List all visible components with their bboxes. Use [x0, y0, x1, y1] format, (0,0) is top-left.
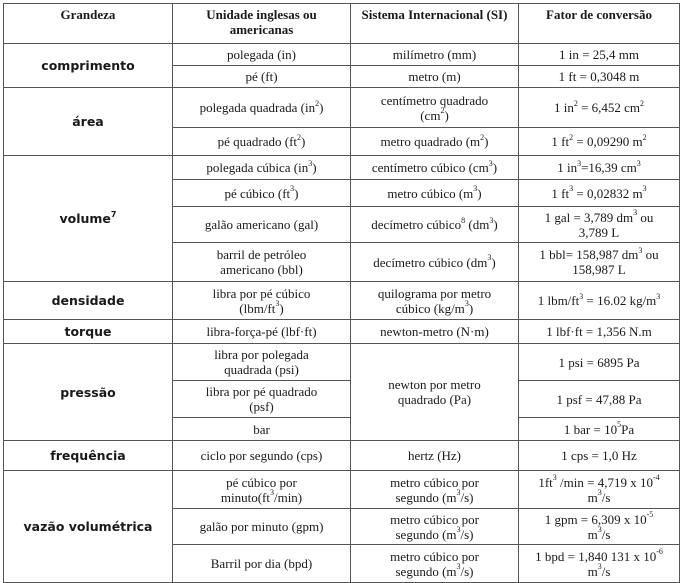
conversion-table	[3, 3, 680, 583]
quantity-pressao: pressão	[4, 344, 173, 441]
si-unit: quilograma por metro cúbico $(kg/m^3)$	[351, 282, 519, 320]
conversion-factor: 1 in = 25,4 mm	[519, 44, 680, 66]
si-unit: decímetro cúbico $(dm^3)$	[351, 243, 519, 282]
quantity-vazao: vazão volumétrica	[4, 471, 173, 583]
us-unit: galão americano (gal)	[173, 207, 351, 243]
si-unit: metro cúbico por segundo $(m^3/s)$	[351, 545, 519, 583]
si-unit: metro cúbico por segundo $(m^3/s)$	[351, 509, 519, 545]
us-unit: polegada cúbica $(in^3)$	[173, 156, 351, 180]
us-unit: libra por pé quadrado (psf)	[173, 381, 351, 418]
si-unit: hertz (Hz)	[351, 441, 519, 471]
table-row	[4, 88, 680, 128]
table-row	[4, 282, 680, 320]
table-row	[4, 471, 680, 509]
si-unit: metro (m)	[351, 66, 519, 88]
conversion-factor: 1 lbf·ft = 1,356 N.m	[519, 320, 680, 344]
header-grandeza: Grandeza	[4, 4, 173, 44]
si-unit: metro cúbico por segundo $(m^3/s)$	[351, 471, 519, 509]
table-row	[4, 344, 680, 381]
conversion-factor: 1 $ft^2 = 0,09290$ $m^2$	[519, 128, 680, 156]
table-row	[4, 320, 680, 344]
us-unit: bar	[173, 418, 351, 441]
si-unit: centímetro quadrado $(cm^2)$	[351, 88, 519, 128]
us-unit: pé (ft)	[173, 66, 351, 88]
conversion-factor: 1 bpd = 1,840 131 x $10^{-6}$ $m^3/s$	[519, 545, 680, 583]
conversion-factor: 1 $in^2 = 6,452$ $cm^2$	[519, 88, 680, 128]
us-unit: ciclo por segundo (cps)	[173, 441, 351, 471]
us-unit: galão por minuto (gpm)	[173, 509, 351, 545]
conversion-factor: 1 psi = 6895 Pa	[519, 344, 680, 381]
table-row	[4, 441, 680, 471]
us-unit: pé cúbico por $minuto(ft^3/\min)$	[173, 471, 351, 509]
conversion-factor: 1 gal = 3,789 $dm^3$ ou 3,789 L	[519, 207, 680, 243]
si-unit: newton por metro quadrado (Pa)	[351, 344, 519, 441]
us-unit: libra por polegada quadrada (psi)	[173, 344, 351, 381]
si-unit: centímetro cúbico $(cm^3)$	[351, 156, 519, 180]
conversion-factor: 1 cps = 1,0 Hz	[519, 441, 680, 471]
us-unit: libra-força-pé (lbf·ft)	[173, 320, 351, 344]
us-unit: Barril por dia (bpd)	[173, 545, 351, 583]
us-unit: pé quadrado $(ft^2)$	[173, 128, 351, 156]
quantity-frequencia: frequência	[4, 441, 173, 471]
us-unit: pé cúbico $(ft^3)$	[173, 180, 351, 207]
si-unit: metro cúbico $(m^3)$	[351, 180, 519, 207]
conversion-factor: 1 bbl= 158,987 $dm^3$ ou 158,987 L	[519, 243, 680, 282]
si-unit: decímetro cúbico$^8$ $(dm^3)$	[351, 207, 519, 243]
quantity-torque: torque	[4, 320, 173, 344]
header-unidade: Unidade inglesas ou americanas	[173, 4, 351, 44]
header-row	[4, 4, 680, 44]
conversion-factor: 1 gpm = 6,309 x $10^{-5}$ $m^3/s$	[519, 509, 680, 545]
conversion-factor: 1 $ft^3 = 0,02832$ $m^3$	[519, 180, 680, 207]
conversion-factor: 1 $in^3=16,39$ $cm^3$	[519, 156, 680, 180]
si-unit: newton-metro (N·m)	[351, 320, 519, 344]
quantity-volume: volume$^7$	[4, 156, 173, 282]
conversion-factor: 1 ft = 0,3048 m	[519, 66, 680, 88]
si-unit: metro quadrado $(m^2)$	[351, 128, 519, 156]
table-row	[4, 44, 680, 66]
us-unit: libra por pé cúbico $(lbm/ft^3)$	[173, 282, 351, 320]
header-fator: Fator de conversão	[519, 4, 680, 44]
quantity-area: área	[4, 88, 173, 156]
table-row	[4, 156, 680, 180]
conversion-factor: 1 lbm/$ft^3 = 16.02$ $kg/m^3$	[519, 282, 680, 320]
quantity-comprimento: comprimento	[4, 44, 173, 88]
conversion-factor: 1 psf = 47,88 Pa	[519, 381, 680, 418]
us-unit: polegada quadrada $(in^2)$	[173, 88, 351, 128]
conversion-factor: 1 bar = $10^5Pa$	[519, 418, 680, 441]
quantity-densidade: densidade	[4, 282, 173, 320]
us-unit: barril de petróleo americano (bbl)	[173, 243, 351, 282]
us-unit: polegada (in)	[173, 44, 351, 66]
si-unit: milímetro (mm)	[351, 44, 519, 66]
conversion-factor: $1ft^3$ /min = 4,719 x $10^{-4}$ $m^3/s$	[519, 471, 680, 509]
header-si: Sistema Internacional (SI)	[351, 4, 519, 44]
